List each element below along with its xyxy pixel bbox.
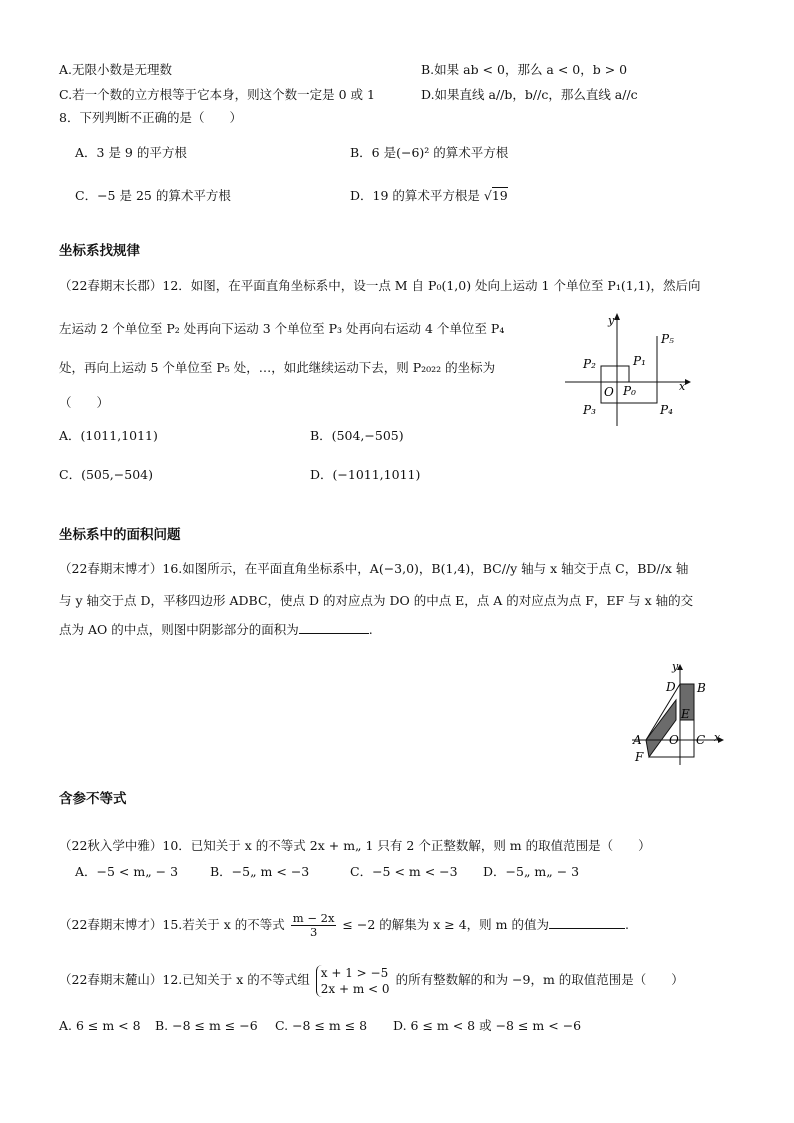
q15-fraction [291,912,337,939]
x-axis-arrow [685,379,691,385]
label-p0: P₀ [623,384,636,398]
q12b-text-post: 的所有整数解的和为 −9，m 的取值范围是（ ） [395,972,684,987]
label-b: B [697,681,706,695]
q12-line-3: 处，再向上运动 5 个单位至 P₅ 处，…，如此继续运动下去，则 P₂₀₂₂ 的坐标为 [59,360,496,375]
q12b-option-a: A. 6 ≤ m < 8 [59,1018,141,1033]
q15-text-mid: ≤ −2 的解集为 x ≥ 4，则 m 的值为 [342,917,549,932]
q8-option-d [350,188,508,204]
q15-stem [59,910,629,940]
q16-line-3 [59,621,373,638]
label-p3: P₃ [583,403,596,417]
q16-line-1: （22春期末博才）16.如图所示，在平面直角坐标系中，A(−3,0)，B(1,4)，BC//y 轴与 x 轴交于点 C，BD//x 轴 [59,561,689,576]
label-a: A [633,733,642,747]
q8-option-a: A．3 是 9 的平方根 [75,145,187,160]
q12-option-d: D．(−1011,1011) [310,467,421,482]
inequality-row-1: x + 1 > −5 [320,965,389,980]
sqrt-radicand: 19 [491,188,508,203]
prev-option-b: B.如果 ab < 0，那么 a < 0，b > 0 [421,62,628,77]
fig1-origin-label: O [604,385,614,399]
q12-option-b: B．(504,−505) [310,428,404,443]
y-axis-arrow [614,313,620,320]
label-f: F [635,750,644,764]
q12b-stem [59,962,684,998]
q16-line-2: 与 y 轴交于点 D，平移四边形 ADBC，使点 D 的对应点为 DO 的中点 E，点 A 的对应点为点 F，EF 与 x 轴的交 [59,593,694,608]
prev-option-c: C.若一个数的立方根等于它本身，则这个数一定是 0 或 1 [59,87,375,102]
prev-option-a: A.无限小数是无理数 [59,62,173,77]
sqrt-symbol: √19 [483,188,508,203]
fig1-x-label: x [679,380,686,393]
section-title-area: 坐标系中的面积问题 [59,527,181,543]
q12-answer-paren: （ ） [59,395,110,410]
label-c: C [696,733,706,747]
section-title-inequality: 含参不等式 [59,791,127,807]
fig2-y-label: y [672,660,679,673]
spiral-path-figure [560,308,700,433]
q12b-option-b: B. −8 ≤ m ≤ −6 [155,1018,258,1033]
label-p5: P₅ [661,332,674,346]
q10-option-d: D．−5„ m„ − 3 [483,864,580,879]
q10-option-b: B．−5„ m < −3 [210,864,310,879]
q12b-text-pre: （22春期末麓山）12.已知关于 x 的不等式组 [59,972,310,987]
q12b-option-d: D. 6 ≤ m < 8 或 −8 ≤ m < −6 [393,1018,582,1033]
shaded-parallelogram [646,700,676,757]
q10-stem: （22秋入学中雅）10．已知关于 x 的不等式 2x + m„ 1 只有 2 个正整数解，则 m 的取值范围是（ ） [59,838,651,853]
q15-text-pre: （22春期末博才）15.若关于 x 的不等式 [59,917,285,932]
label-e: E [681,707,690,721]
inequality-system [316,965,390,997]
translation-figure [628,660,728,770]
q15-denominator: 3 [309,925,318,939]
fig2-origin-label: O [669,733,679,747]
q15-answer-blank[interactable] [549,916,625,929]
q8-stem: 8．下列判断不正确的是（ ） [59,110,242,125]
q8-option-b: B．6 是(−6)² 的算术平方根 [350,145,509,160]
q12-line-2: 左运动 2 个单位至 P₂ 处再向下运动 3 个单位至 P₃ 处再向右运动 4 个单位至 P₄ [59,321,505,336]
q12b-option-c: C. −8 ≤ m ≤ 8 [275,1018,368,1033]
prev-option-d: D.如果直线 a//b，b//c，那么直线 a//c [421,87,638,102]
fig1-y-label: y [608,314,615,327]
q15-numerator: m − 2x [292,911,335,925]
q15-text-post: . [624,917,629,932]
section-title-pattern: 坐标系找规律 [59,243,140,259]
q12-option-c: C．(505,−504) [59,467,153,482]
fig2-x-label: x [714,731,721,744]
q8-option-c: C．−5 是 25 的算术平方根 [75,188,231,203]
label-p4: P₄ [660,403,673,417]
q10-option-c: C．−5 < m < −3 [350,864,458,879]
label-d: D [666,680,676,694]
q10-option-a: A．−5 < m„ − 3 [75,864,179,879]
q16-line-3-text: 点为 AO 的中点，则图中阴影部分的面积为 [59,622,299,637]
q12-line-1: （22春期末长郡）12．如图，在平面直角坐标系中，设一点 M 自 P₀(1,0) 处向上运动 1 个单位至 P₁(1,1)，然后向 [59,278,701,293]
q16-line-3-end: . [368,622,373,637]
label-p1: P₁ [633,354,646,368]
q16-answer-blank[interactable] [299,621,369,634]
q8-option-d-text: D．19 的算术平方根是 [350,188,480,203]
label-p2: P₂ [583,357,596,371]
inequality-row-2: 2x + m < 0 [320,981,390,996]
q12-option-a: A．(1011,1011) [59,428,158,443]
